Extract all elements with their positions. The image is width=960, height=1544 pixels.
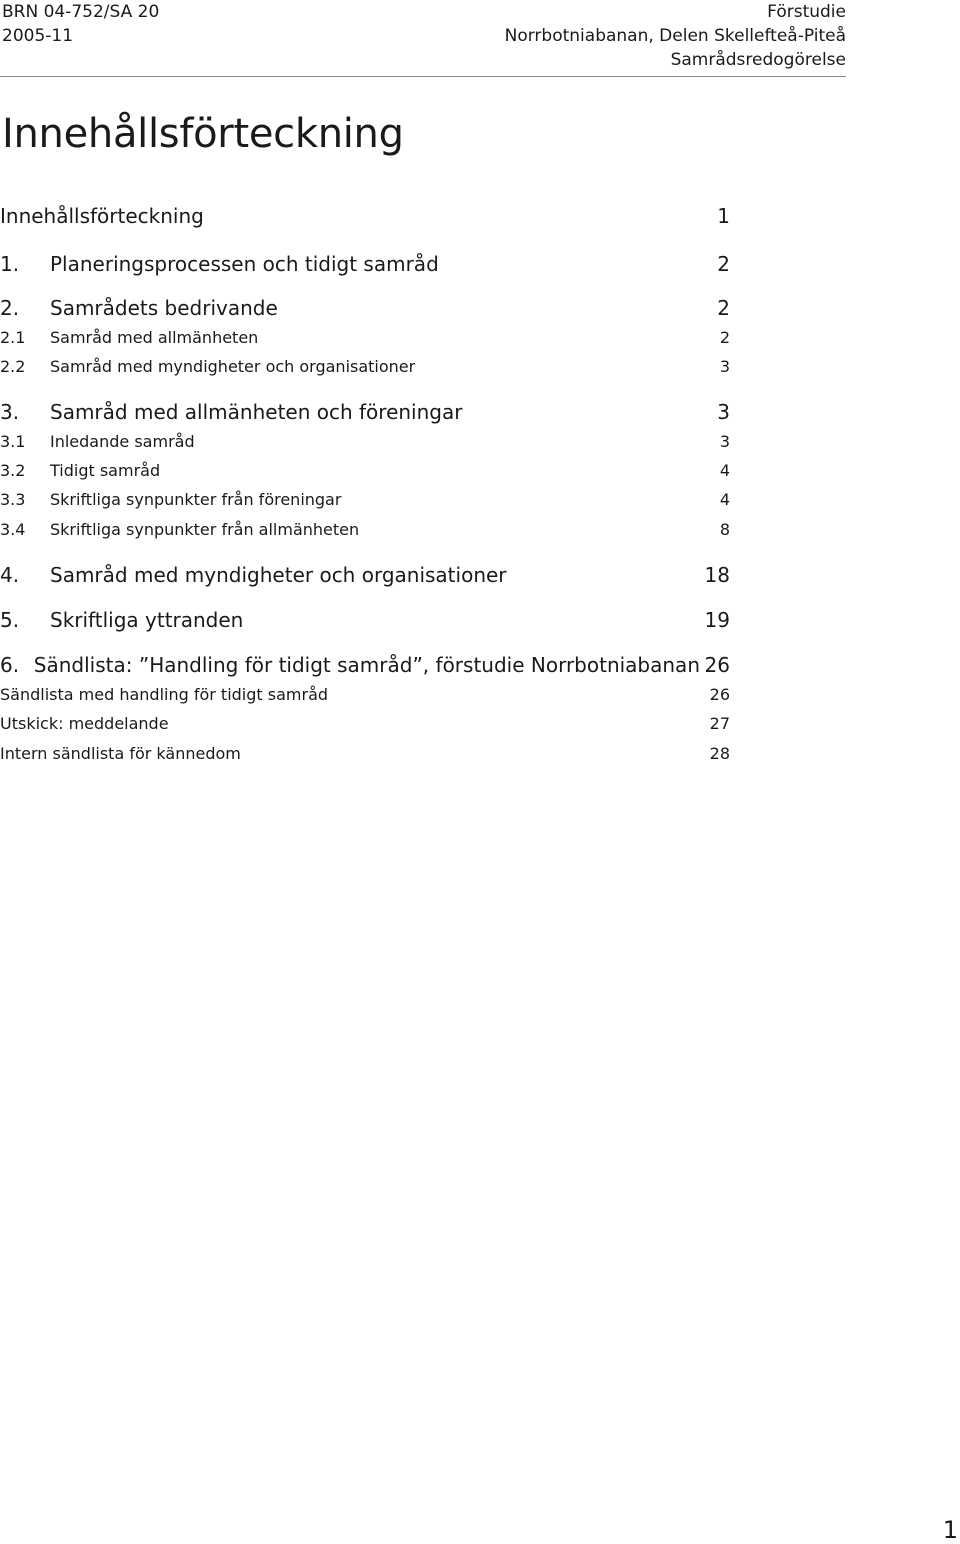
toc-entry-page: 8: [719, 520, 730, 539]
project-name: Norrbotniabanan, Delen Skellefteå-Piteå: [504, 26, 846, 46]
toc-entry: [0, 328, 730, 347]
toc-entry-label: Innehållsförteckning: [0, 204, 204, 228]
toc-entry-page: 18: [704, 563, 730, 587]
toc-entry-label: Sändlista: ”Handling för tidigt samråd”, förstudie Norrbotniabanan: [33, 653, 700, 677]
toc-entry-page: 19: [704, 608, 730, 632]
document-type: Förstudie: [767, 2, 846, 22]
toc-entry-number: 3.4: [0, 520, 26, 539]
toc-entry-label: Sändlista med handling för tidigt samråd: [0, 685, 329, 704]
toc-entry-number: 3.3: [0, 490, 26, 509]
toc-entry: [0, 296, 730, 320]
toc-entry-page: 2: [717, 296, 730, 320]
header-right: [505, 0, 846, 72]
toc-entry-label: Samrådets bedrivande: [50, 296, 278, 320]
toc-entry: [0, 714, 730, 733]
toc-entry: [0, 608, 730, 632]
toc-entry-number: 2.1: [0, 328, 26, 347]
toc-entry-label: Samråd med myndigheter och organisationer: [50, 563, 507, 587]
toc-entry: [0, 490, 730, 509]
toc-entry-page: 26: [709, 685, 730, 704]
toc-entry-label: Skriftliga synpunkter från allmänheten: [50, 520, 360, 539]
toc-entry-number: 3.: [0, 400, 20, 424]
toc-entry-label: Skriftliga yttranden: [50, 608, 244, 632]
toc-entry: [0, 461, 730, 480]
document-subtitle: Samrådsredogörelse: [670, 50, 846, 70]
toc-entry-label: Skriftliga synpunkter från föreningar: [50, 490, 342, 509]
toc-entry-label: Utskick: meddelande: [0, 714, 169, 733]
page-number: 1: [942, 1516, 958, 1544]
toc-entry-number: 4.: [0, 563, 20, 587]
page-title: Innehållsförteckning: [2, 111, 404, 157]
toc-entry-label: Samråd med allmänheten och föreningar: [50, 400, 463, 424]
toc-entry-number: 5.: [0, 608, 20, 632]
toc-entry-page: 2: [717, 252, 730, 276]
toc-entry: [0, 563, 730, 587]
toc-entry: [0, 357, 730, 376]
toc-entry: [0, 744, 730, 763]
toc-entry-number: 1.: [0, 252, 20, 276]
header-left: [2, 0, 159, 48]
toc-entry: [0, 252, 730, 276]
toc-entry-number: 6.: [0, 653, 20, 677]
toc-entry: [0, 400, 730, 424]
toc-entry: [0, 653, 730, 677]
toc-entry-label: Samråd med allmänheten: [50, 328, 259, 347]
toc-entry-number: 2.2: [0, 357, 26, 376]
toc-entry-label: Tidigt samråd: [50, 461, 161, 480]
header-divider: [0, 76, 846, 77]
toc-entry-label: Planeringsprocessen och tidigt samråd: [50, 252, 439, 276]
toc-entry-label: Samråd med myndigheter och organisationer: [50, 357, 416, 376]
toc-entry-page: 1: [717, 204, 730, 228]
toc-entry-page: 4: [719, 461, 730, 480]
toc-entry-page: 27: [709, 714, 730, 733]
toc-entry: [0, 432, 730, 451]
toc-entry-number: 3.1: [0, 432, 26, 451]
document-date: 2005-11: [2, 26, 74, 46]
toc-entry-page: 28: [709, 744, 730, 763]
toc-entry-page: 3: [717, 400, 730, 424]
toc-entry-page: 2: [719, 328, 730, 347]
toc-entry-page: 4: [719, 490, 730, 509]
document-id: BRN 04-752/SA 20: [2, 2, 160, 22]
toc-entry: [0, 520, 730, 539]
toc-entry-page: 3: [719, 432, 730, 451]
toc-entry: [0, 204, 730, 228]
toc-entry-page: 3: [719, 357, 730, 376]
toc-entry: [0, 685, 730, 704]
toc-entry-number: 2.: [0, 296, 20, 320]
toc-entry-label: Inledande samråd: [50, 432, 195, 451]
toc-entry-number: 3.2: [0, 461, 26, 480]
toc-entry-label: Intern sändlista för kännedom: [0, 744, 241, 763]
toc-entry-page: 26: [704, 653, 730, 677]
